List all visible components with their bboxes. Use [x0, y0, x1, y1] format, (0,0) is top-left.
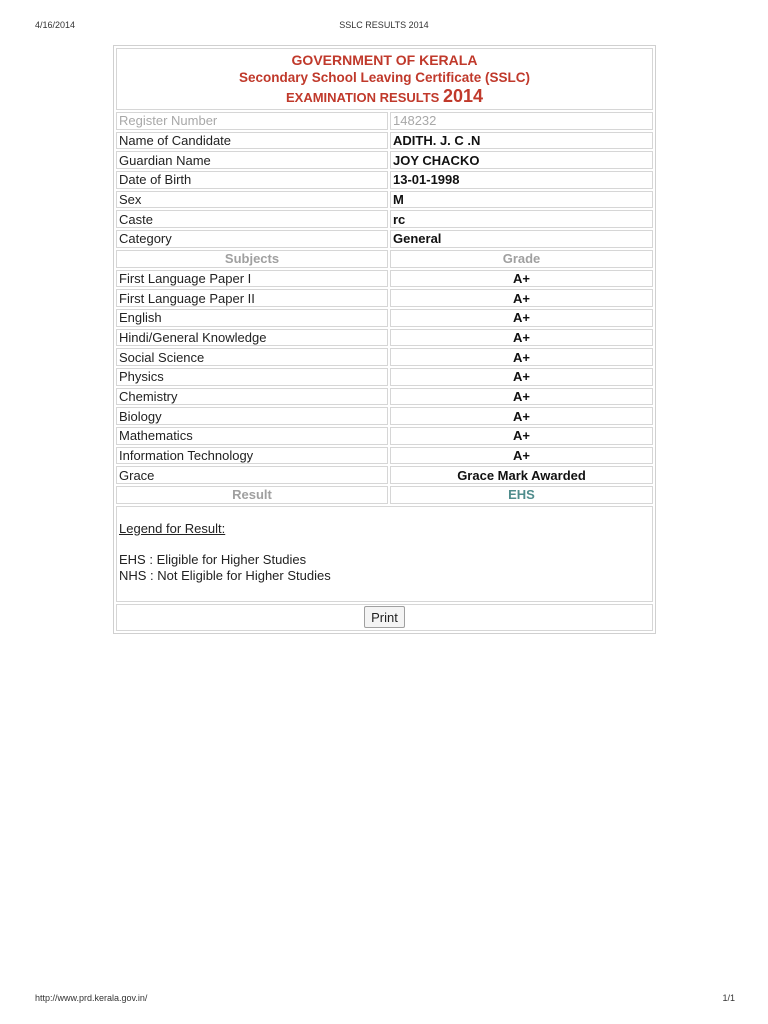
subject-name: English [116, 309, 388, 327]
subject-row [116, 270, 653, 288]
subject-grade: A+ [390, 348, 653, 366]
subject-row [116, 388, 653, 406]
legend-ehs: EHS : Eligible for Higher Studies [119, 551, 307, 567]
subject-row [116, 368, 653, 386]
candidate-row-sex [116, 191, 653, 209]
print-row [116, 604, 653, 631]
subject-name: First Language Paper II [116, 289, 388, 307]
date-of-birth-value: 13-01-1998 [390, 171, 653, 189]
heading-exam-label: EXAMINATION RESULTS [285, 90, 443, 105]
heading-year: 2014 [442, 86, 483, 106]
print-date: 4/16/2014 [35, 20, 76, 30]
legend-nhs: NHS : Not Eligible for Higher Studies [119, 567, 331, 583]
legend-title: Legend for Result: [119, 520, 226, 536]
candidate-row-name [116, 132, 653, 150]
subject-row [116, 427, 653, 445]
sex-value: M [390, 191, 653, 209]
subject-row [116, 447, 653, 465]
legend-row [116, 506, 653, 602]
subjects-header-row [116, 250, 653, 268]
heading-government: GOVERNMENT OF KERALA [291, 52, 478, 68]
subject-name: Chemistry [116, 388, 388, 406]
candidate-name-value: ADITH. J. C .N [390, 132, 653, 150]
subject-grade: A+ [390, 407, 653, 425]
candidate-label: Category [116, 230, 388, 248]
subject-grade: A+ [390, 309, 653, 327]
print-header [0, 20, 768, 32]
candidate-label: Register Number [116, 112, 388, 130]
subject-name: Mathematics [116, 427, 388, 445]
subject-row [116, 407, 653, 425]
subject-grade: A+ [390, 289, 653, 307]
subject-name: Physics [116, 368, 388, 386]
subject-name: First Language Paper I [116, 270, 388, 288]
candidate-row-caste [116, 210, 653, 228]
heading-cell [116, 48, 653, 110]
guardian-name-value: JOY CHACKO [390, 151, 653, 169]
subject-grade: A+ [390, 447, 653, 465]
subject-name: Biology [116, 407, 388, 425]
register-number-value: 148232 [390, 112, 653, 130]
category-value: General [390, 230, 653, 248]
heading-exam-results [117, 87, 652, 107]
candidate-row-guardian [116, 151, 653, 169]
subject-row [116, 289, 653, 307]
legend-cell [116, 506, 653, 602]
candidate-row-dob [116, 171, 653, 189]
footer-page-number: 1/1 [722, 993, 735, 1003]
candidate-label: Date of Birth [116, 171, 388, 189]
subject-name: Information Technology [116, 447, 388, 465]
candidate-label: Name of Candidate [116, 132, 388, 150]
print-footer [0, 993, 768, 1005]
subject-name: Social Science [116, 348, 388, 366]
subjects-column-header: Subjects [116, 250, 388, 268]
candidate-label: Sex [116, 191, 388, 209]
grace-row [116, 466, 653, 484]
result-label: Result [116, 486, 388, 504]
candidate-label: Caste [116, 210, 388, 228]
grace-status: Grace Mark Awarded [390, 466, 653, 484]
grade-column-header: Grade [390, 250, 653, 268]
print-button[interactable]: Print [364, 606, 405, 628]
subject-name: Hindi/General Knowledge [116, 329, 388, 347]
caste-value: rc [390, 210, 653, 228]
subject-grade: A+ [390, 329, 653, 347]
print-cell [116, 604, 653, 631]
candidate-row-category [116, 230, 653, 248]
subject-row [116, 329, 653, 347]
subject-row [116, 309, 653, 327]
subject-grade: A+ [390, 368, 653, 386]
candidate-row-register [116, 112, 653, 130]
results-table [113, 45, 656, 634]
candidate-label: Guardian Name [116, 151, 388, 169]
heading-certificate: Secondary School Leaving Certificate (SSLC) [238, 70, 531, 85]
result-value: EHS [390, 486, 653, 504]
subject-name: Grace [116, 466, 388, 484]
subject-grade: A+ [390, 427, 653, 445]
print-title: SSLC RESULTS 2014 [339, 20, 429, 30]
heading-row [116, 48, 653, 110]
subject-row [116, 348, 653, 366]
subject-grade: A+ [390, 270, 653, 288]
footer-url: http://www.prd.kerala.gov.in/ [35, 993, 148, 1003]
subject-grade: A+ [390, 388, 653, 406]
result-row [116, 486, 653, 504]
